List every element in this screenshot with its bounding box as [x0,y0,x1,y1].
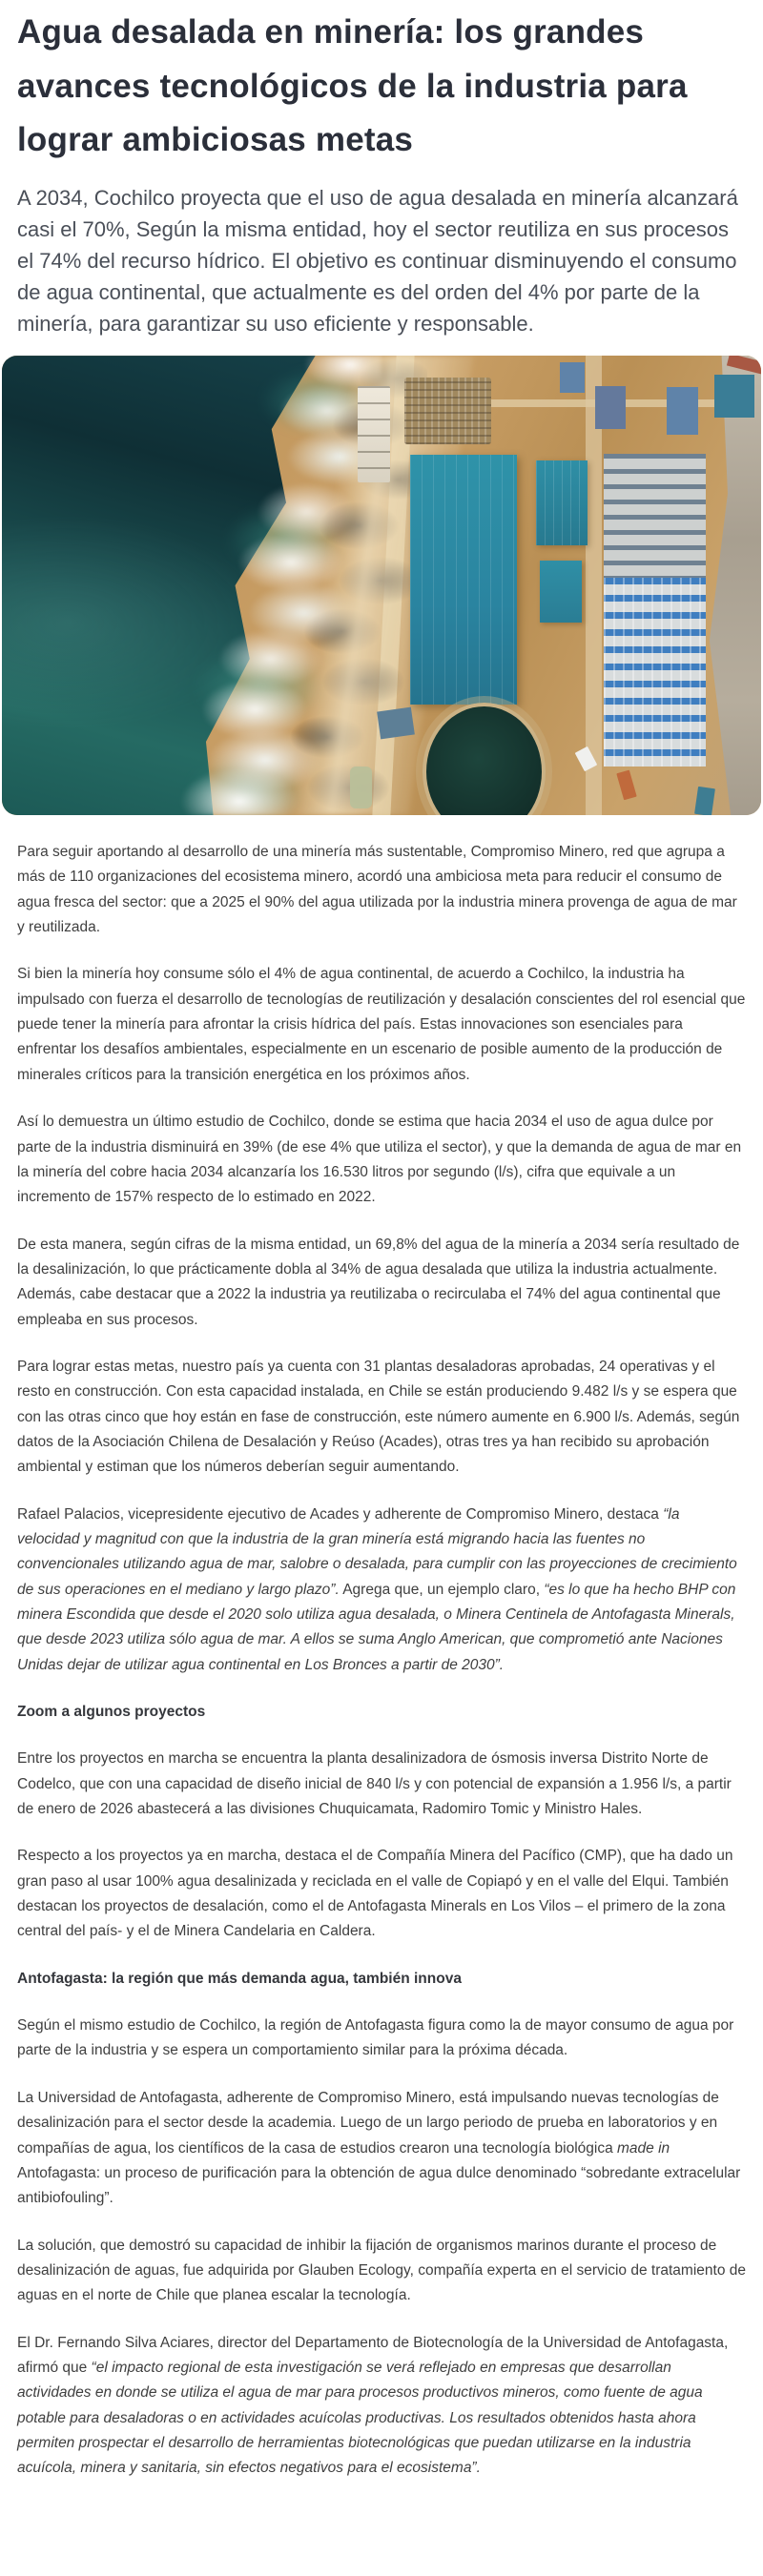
subheading: Antofagasta: la región que más demanda agua, también innova [17,1970,462,1987]
paragraph: La Universidad de Antofagasta, adherente de Compromiso Minero, está impulsando nuevas tecnologías de desalinización para el sector desde la academia. Luego de un largo periodo de prueba en laboratorios y en compañías de agua, los científicos de la casa de estudios crearon una tecnología biológica made in Antofagasta: un proceso de purificación para la obtención de agua dulce denominado “sobredante extracelular antibiofouling”. [17,2089,741,2207]
paragraph: Para lograr estas metas, nuestro país ya cuenta con 31 plantas desaladoras aprobadas, 24 operativas y el resto en construcción. Con esta capacidad instalada, en Chile se están produciendo 9.482 l/s y se espera que con las otras cinco que hoy están en fase de construcción, este número aumente en 6.900 l/s. Además, según datos de la Asociación Chilena de Desalación y Reúso (Acades), otras tres ya han recibido su aprobación ambiental y estiman que los números deberían seguir aumentando. [17,1358,740,1476]
photo-warehouse-roof-small [540,561,583,623]
photo-tanks [350,767,373,808]
photo-container-teal [694,787,714,815]
paragraph: Rafael Palacios, vicepresidente ejecutivo de Acades y adherente de Compromiso Minero, destaca “la velocidad y magnitud con que la industria de la gran minería está migrando hacia las fuentes no convencionales utilizando agua de mar, salobre o desalada, para cumplir con las proyecciones de crecimiento de sus operaciones en el mediano y largo plazo”. Agrega que, un ejemplo claro, “es lo que ha hecho BHP con minera Escondida que desde el 2020 solo utiliza agua desalada, o Minera Centinela de Antofagasta Minerals, que desde 2023 utiliza sólo agua de mar. A ellos se suma Anglo American, que comprometió ante Naciones Unidas dejar de utilizar agua continental en Los Bronces a partir de 2030”. [17,1505,737,1673]
photo-machinery-area [404,378,491,444]
paragraph: Así lo demuestra un último estudio de Cochilco, donde se estima que hacia 2034 el uso de agua dulce por parte de la industria disminuirá en 39% (de ese 4% que utiliza el sector), y que la demanda de agua de mar en la minería del cobre hacia 2034 alcanzaría los 16.530 litros por segundo (l/s), cifra que equivale a un incremento de 157% respecto de lo estimado en 2022. [17,1114,742,1206]
hero-image [2,356,761,815]
photo-roof-4 [714,375,753,417]
photo-white-structure [358,386,389,482]
paragraph: Entre los proyectos en marcha se encuentra la planta desalinizadora de ósmosis inversa Distrito Norte de Codelco, que con una capacidad de diseño inicial de 840 l/s y con potencial de expansión a 1.956 l/s, a partir de enero de 2026 abastecerá a las divisiones Chuquicamata, Radomiro Tomic y Ministro Hales. [17,1750,732,1818]
paragraph: Si bien la minería hoy consume sólo el 4% de agua continental, de acuerdo a Cochilco, la industria ha impulsado con fuerza el desarrollo de tecnologías de reutilización y desalación conscientes del rol esencial que puede tener la minería para afrontar la crisis hídrica del país. Estas innovaciones son esenciales para enfrentar los desafíos ambientales, especialmente en un escenario de posible aumento de la producción de minerales críticos para la transición energética en los próximos años. [17,966,746,1083]
paragraph: Para seguir aportando al desarrollo de una minería más sustentable, Compromiso Minero, red que agrupa a más de 110 organizaciones del ecosistema minero, acordó una ambiciosa meta para reducir el consumo de agua fresca del sector: que a 2025 el 90% del agua utilizada por la industria minera provenga de agua de mar y reutilizada. [17,844,737,936]
article-title: Agua desalada en minería: los grandes avances tecnológicos de la industria para lograr ambiciosas metas [17,13,688,159]
article-lead: A 2034, Cochilco proyecta que el uso de agua desalada en minería alcanzará casi el 70%, Según la misma entidad, hoy el sector reutiliza en sus procesos el 74% del recurso hídrico. El objetivo es continuar disminuyendo el consumo de agua continental, que actualmente es del orden del 4% por parte de la minería, para garantizar su uso eficiente y responsable. [17,186,738,337]
photo-process-building [604,454,706,578]
article-body [17,840,746,2482]
paragraph: De esta manera, según cifras de la misma entidad, un 69,8% del agua de la minería a 2034 sería resultado de la desalinización, lo que prácticamente dobla al 34% de agua desalada que utiliza la industria actualmente. Además, cabe destacar que a 2022 la industria ya reutilizaba o recirculaba el 74% del agua continental que empleaba en sus procesos. [17,1236,740,1328]
paragraph: Según el mismo estudio de Cochilco, la región de Antofagasta figura como la de mayor consumo de agua por parte de la industria y se espera un comportamiento similar para la próxima década. [17,2017,734,2059]
photo-roof-1 [560,362,585,393]
paragraph: Respecto a los proyectos ya en marcha, destaca el de Compañía Minera del Pacífico (CMP), que ha dado un gran paso al usar 100% agua desalinizada y reciclada en el valle de Copiapó y en el valle del Elqui. También destacan los proyectos de desalación, como el de Antofagasta Minerals en Los Vilos – el primero de la zona central del país- y el de Minera Candelaria en Caldera. [17,1848,733,1940]
photo-roof-3 [667,387,698,435]
photo-pump-rows [604,578,706,767]
paragraph: La solución, que demostró su capacidad de inhibir la fijación de organismos marinos durante el proceso de desalinización de aguas, fue adquirida por Glauben Ecology, compañía experta en el servicio de tratamiento de aguas en el norte de Chile que planea escalar la tecnología. [17,2237,746,2304]
photo-roof-2 [595,386,625,429]
photo-warehouse-roof-medium [536,460,588,545]
subheading: Zoom a algunos proyectos [17,1704,206,1721]
photo-warehouse-roof-large [410,455,516,705]
photo-shed [377,707,414,740]
paragraph: El Dr. Fernando Silva Aciares, director del Departamento de Biotecnología de la Universidad de Antofagasta, afirmó que “el impacto regional de esta investigación se verá reflejado en empresas que desarrollan actividades en donde se utiliza el agua de mar para procesos productivos mineros, como fuente de agua potable para desaladoras o en actividades acuícolas productivas. Los resultados obtenidos hasta ahora permiten prospectar el desarrollo de herramientas biotecnológicas que puedan utilizarse en la industria acuícola, minera y sanitaria, sin efectos negativos para el ecosistema”. [17,2334,729,2477]
